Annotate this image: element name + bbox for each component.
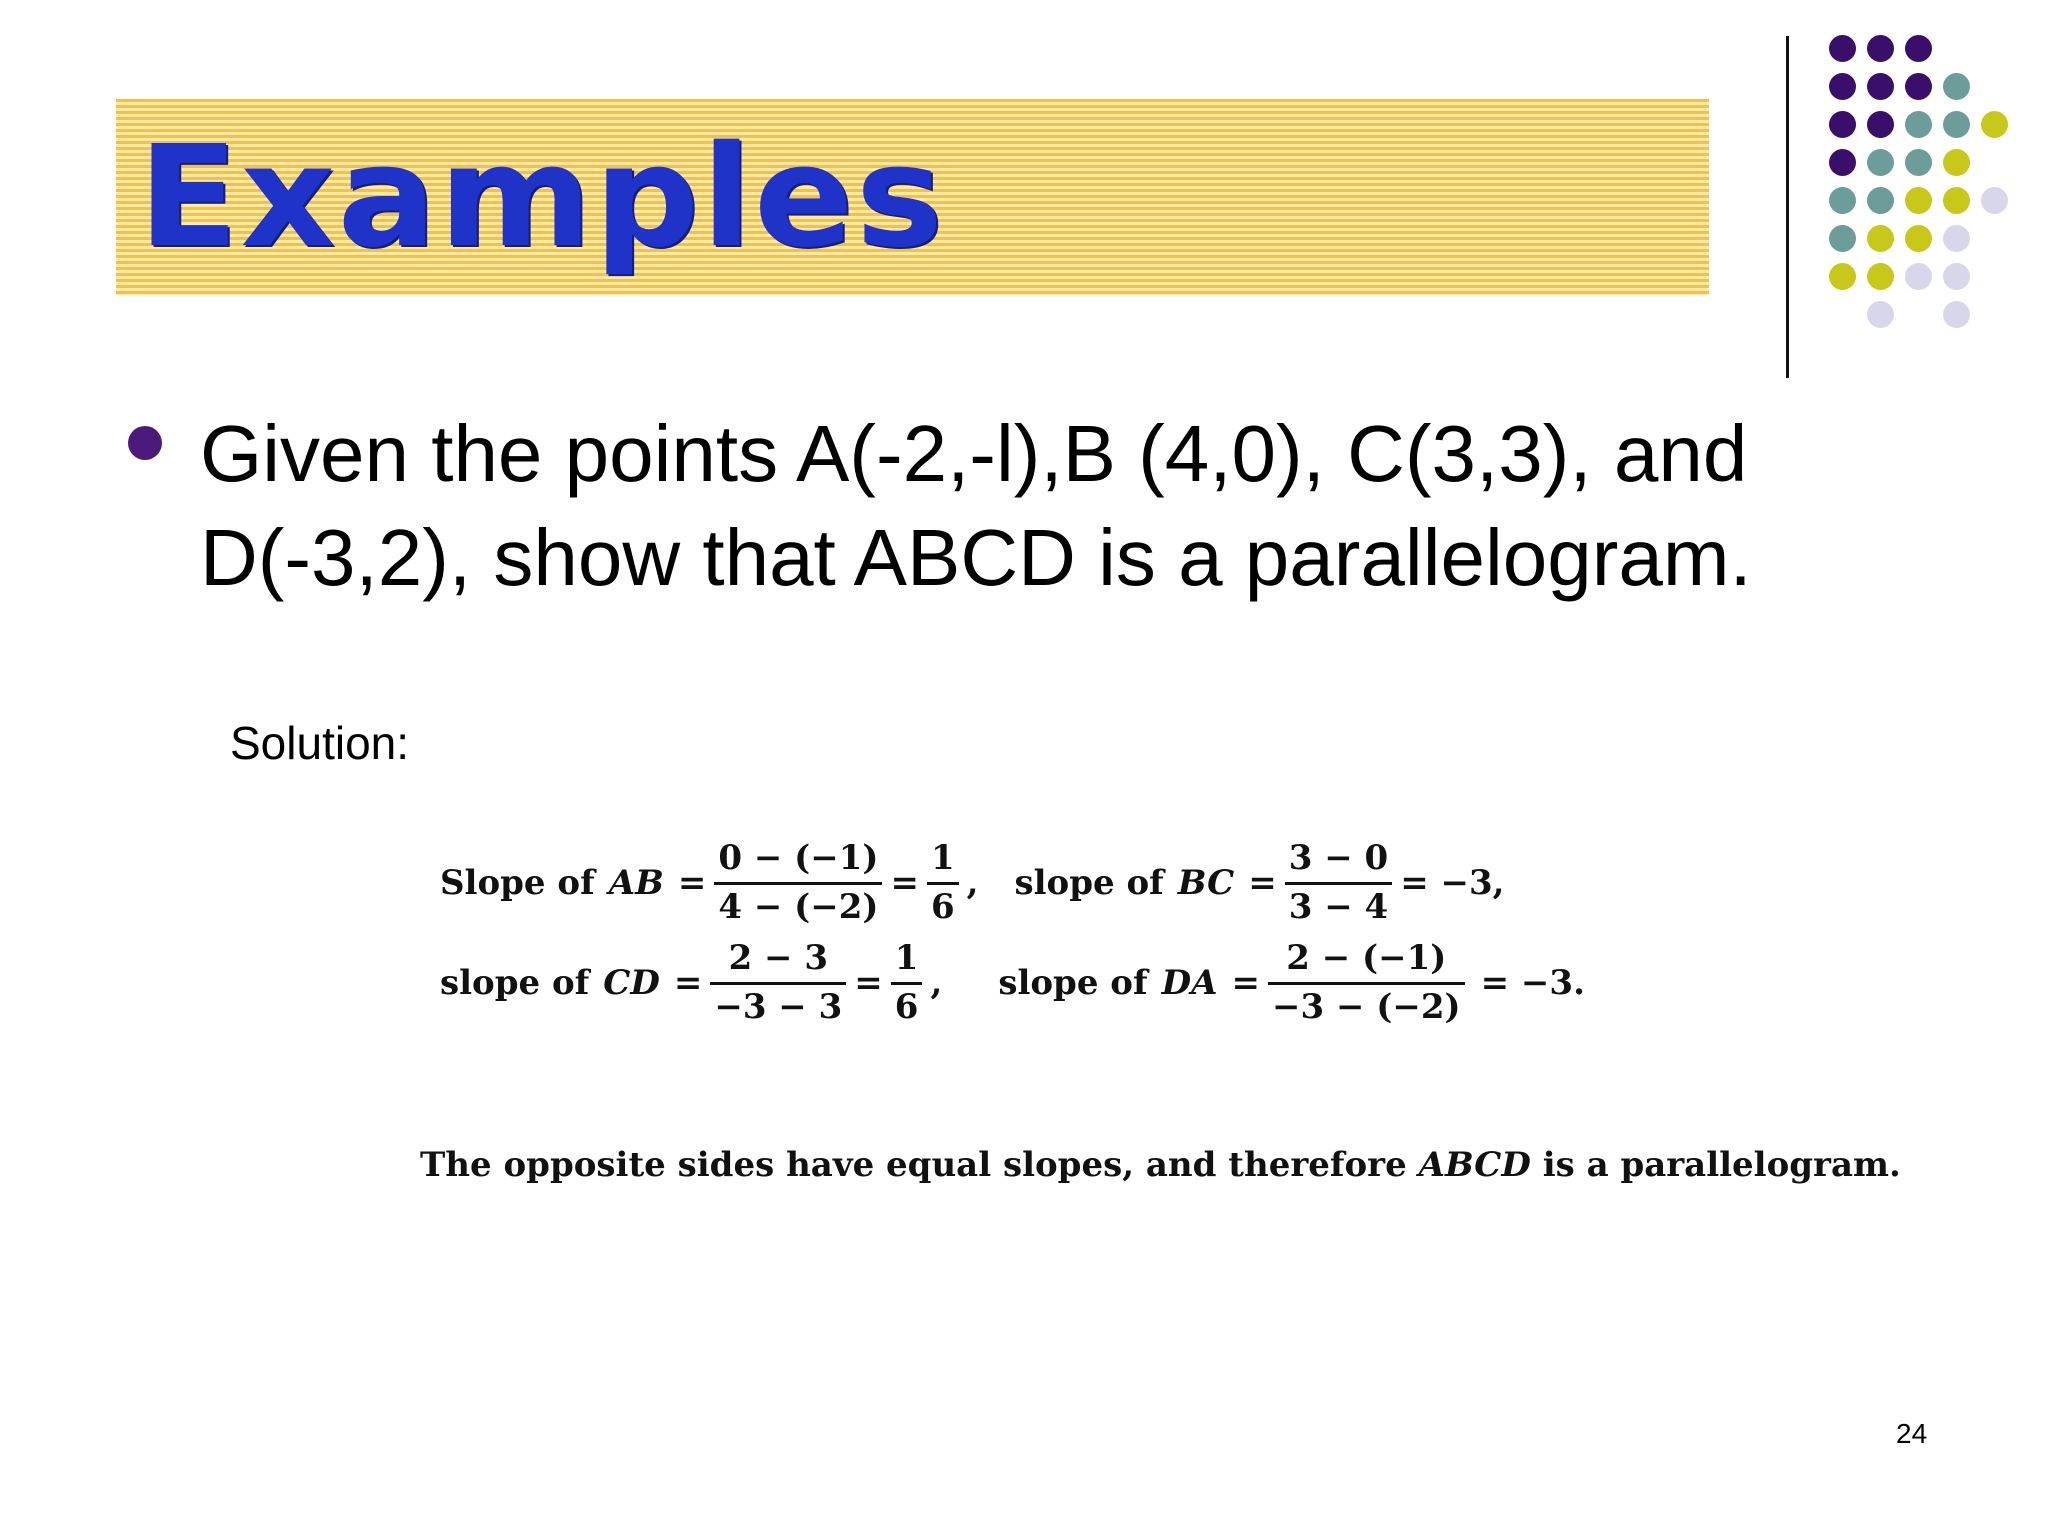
slope-row-1 (440, 828, 1505, 938)
decorative-dot (1905, 73, 1932, 100)
decorative-dot (1867, 35, 1894, 62)
bc-fraction (1285, 840, 1392, 926)
conclusion-post: is a parallelogram. (1542, 1145, 1901, 1185)
equals-sign: = (854, 963, 883, 1003)
decorative-dot (1905, 35, 1932, 62)
solution-label: Solution: (230, 717, 410, 769)
decorative-dot (1981, 187, 2008, 214)
decorative-dot (1905, 187, 1932, 214)
equals-sign: = (677, 863, 707, 903)
conclusion-text (420, 1145, 1901, 1185)
equals-sign: = (673, 963, 703, 1003)
comma: , (966, 863, 979, 903)
segment-bc: BC (1177, 863, 1235, 903)
segment-cd: CD (603, 963, 660, 1003)
decorative-dot (1829, 35, 1856, 62)
equals-sign: = (890, 863, 919, 903)
vertical-divider (1786, 36, 1789, 378)
decorative-dot (1905, 263, 1932, 290)
da-label: slope of (998, 963, 1148, 1003)
cd-denominator: −3 − 3 (710, 982, 846, 1026)
bc-denominator: 3 − 4 (1285, 882, 1392, 926)
conclusion-segment: ABCD (1418, 1145, 1531, 1185)
bc-numerator: 3 − 0 (1288, 838, 1389, 879)
ab-result-numerator: 1 (930, 838, 955, 879)
decorative-dot (1943, 301, 1970, 328)
decorative-dot (1829, 111, 1856, 138)
bullet-icon (128, 426, 162, 460)
decorative-dot (1867, 149, 1894, 176)
cd-label: slope of (440, 963, 590, 1003)
ab-label: Slope of (440, 863, 595, 903)
da-fraction (1268, 940, 1465, 1026)
decorative-dot (1943, 187, 1970, 214)
decorative-dot (1829, 149, 1856, 176)
bullet-text: Given the points A(-2,-l),B (4,0), C(3,3), and D(-3,2), show that ABCD is a parallelogram. (200, 409, 1752, 602)
cd-result-denominator: 6 (891, 982, 923, 1026)
decorative-dot (1943, 111, 1970, 138)
decorative-dot (1943, 73, 1970, 100)
ab-numerator: 0 − (−1) (718, 838, 879, 879)
da-denominator: −3 − (−2) (1268, 982, 1465, 1026)
decorative-dot (1867, 301, 1894, 328)
segment-ab: AB (608, 863, 664, 903)
decorative-dot (1867, 73, 1894, 100)
decorative-dot (1867, 225, 1894, 252)
cd-numerator: 2 − 3 (728, 938, 829, 979)
decorative-dot (1905, 111, 1932, 138)
slide-title: Examples (138, 116, 946, 279)
decorative-dot (1829, 73, 1856, 100)
cd-fraction (710, 940, 846, 1026)
decorative-dot (1905, 149, 1932, 176)
slope-row-2 (440, 928, 1585, 1038)
ab-result-fraction (927, 840, 959, 926)
equals-sign: = (1231, 963, 1260, 1003)
decorative-dot (1943, 149, 1970, 176)
decorative-dot (1943, 225, 1970, 252)
da-numerator: 2 − (−1) (1286, 938, 1447, 979)
ab-result-denominator: 6 (927, 882, 959, 926)
ab-denominator: 4 − (−2) (714, 882, 882, 926)
decorative-dot (1867, 187, 1894, 214)
conclusion-pre: The opposite sides have equal slopes, and therefore (420, 1145, 1407, 1185)
decorative-dot (1905, 225, 1932, 252)
page-number: 24 (1896, 1418, 1928, 1449)
bc-result: = −3, (1400, 863, 1505, 903)
decorative-dot (1829, 187, 1856, 214)
ab-fraction (714, 840, 882, 926)
cd-result-fraction (891, 940, 923, 1026)
decorative-dot (1943, 263, 1970, 290)
da-result: = −3. (1480, 963, 1585, 1003)
decorative-dot (1867, 111, 1894, 138)
decorative-dot (1829, 263, 1856, 290)
equals-sign: = (1248, 863, 1277, 903)
decorative-dot (1981, 111, 2008, 138)
comma: , (930, 963, 943, 1003)
decorative-dot (1829, 225, 1856, 252)
bc-label: slope of (1014, 863, 1164, 903)
segment-da: DA (1161, 963, 1218, 1003)
decorative-dot (1867, 263, 1894, 290)
cd-result-numerator: 1 (894, 938, 919, 979)
